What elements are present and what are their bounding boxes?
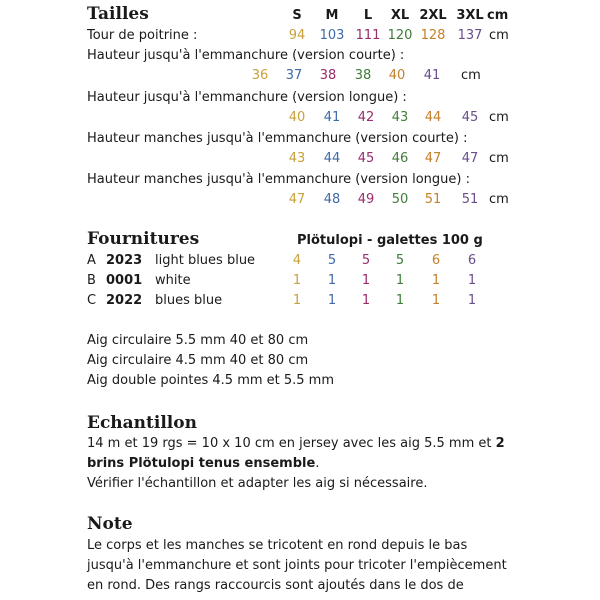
note-heading: Note [87,514,133,534]
measure-value-3xl: 51 [461,192,479,207]
yarn-qty-2xl: 1 [431,273,441,288]
yarn-qty-s: 1 [292,273,302,288]
measure-unit: cm [489,110,509,125]
measure-label: Hauteur jusqu'à l'emmanchure (version longue) : [87,90,407,105]
yarn-code: 2022 [106,293,143,308]
measure-value-m: 103 [319,28,345,43]
yarn-qty-3xl: 1 [467,273,477,288]
needle-line: Aig circulaire 4.5 mm 40 et 80 cm [87,353,309,368]
size-header-3xl: 3XL [456,8,484,23]
yarn-name: blues blue [155,293,223,308]
gauge-text: 14 m et 19 rgs = 10 x 10 cm en jersey avec les aig 5.5 mm et [87,436,496,451]
measure-value-s: 47 [288,192,306,207]
yarn-qty-m: 5 [327,253,337,268]
yarn-qty-2xl: 1 [431,293,441,308]
gauge-line-3: Vérifier l'échantillon et adapter les aig si nécessaire. [87,476,428,491]
yarn-name: white [155,273,191,288]
gauge-line-2 [87,456,319,472]
measure-value-s: 43 [288,151,306,166]
yarn-qty-xl: 1 [395,293,405,308]
measure-label: Hauteur manches jusqu'à l'emmanchure (version courte) : [87,131,468,146]
size-header-2xl: 2XL [419,8,447,23]
yarn-qty-2xl: 6 [431,253,441,268]
echantillon-heading: Echantillon [87,413,197,433]
measure-value-l: 45 [357,151,375,166]
gauge-period: . [315,456,320,471]
measure-value-xl: 38 [354,68,372,83]
yarn-qty-s: 1 [292,293,302,308]
measure-value-m: 48 [323,192,341,207]
yarn-qty-m: 1 [327,293,337,308]
needle-line: Aig double pointes 4.5 mm et 5.5 mm [87,373,335,388]
yarn-name: light blues blue [155,253,256,268]
measure-value-2xl: 128 [420,28,446,43]
note-line: jusqu'à l'emmanchure et sont joints pour tricoter l'empiècement [87,558,507,573]
needle-line: Aig circulaire 5.5 mm 40 et 80 cm [87,333,309,348]
measure-value-2xl: 40 [388,68,406,83]
yarn-code: 0001 [106,273,143,288]
note-line: Le corps et les manches se tricotent en rond depuis le bas [87,538,468,553]
size-header-s: S [292,8,302,23]
measure-unit: cm [461,68,481,83]
tailles-heading: Tailles [87,4,149,24]
size-header-m: M [325,8,339,23]
measure-value-xl: 43 [391,110,409,125]
yarn-letter: A [87,253,96,268]
measure-value-s: 36 [251,68,269,83]
yarn-qty-l: 1 [361,293,371,308]
measure-value-l: 38 [319,68,337,83]
yarn-qty-xl: 1 [395,273,405,288]
measure-unit: cm [489,192,509,207]
gauge-strands-text: brins Plötulopi tenus ensemble [87,456,316,471]
yarn-letter: C [87,293,97,308]
yarn-qty-3xl: 1 [467,293,477,308]
measure-label: Hauteur manches jusqu'à l'emmanchure (version longue) : [87,172,470,187]
measure-value-3xl: 137 [457,28,483,43]
yarn-subheading: Plötulopi - galettes 100 g [297,233,483,248]
measure-value-xl: 120 [387,28,413,43]
size-header-unit: cm [487,8,509,23]
measure-value-2xl: 44 [424,110,442,125]
gauge-line-1 [87,436,505,452]
measure-label: Tour de poitrine : [87,28,198,43]
size-header-xl: XL [390,8,410,23]
yarn-code: 2023 [106,253,143,268]
yarn-qty-xl: 5 [395,253,405,268]
measure-unit: cm [489,151,509,166]
note-line: en rond. Des rangs raccourcis sont ajoutés dans le dos de [87,578,464,593]
yarn-qty-l: 5 [361,253,371,268]
measure-unit: cm [489,28,509,43]
measure-value-l: 49 [357,192,375,207]
measure-value-xl: 50 [391,192,409,207]
size-header-l: L [363,8,373,23]
measure-value-2xl: 47 [424,151,442,166]
measure-value-s: 40 [288,110,306,125]
measure-label: Hauteur jusqu'à l'emmanchure (version courte) : [87,48,405,63]
yarn-qty-m: 1 [327,273,337,288]
measure-value-l: 42 [357,110,375,125]
gauge-strands-count: 2 [495,436,505,451]
yarn-qty-s: 4 [292,253,302,268]
measure-value-xl: 46 [391,151,409,166]
measure-value-3xl: 45 [461,110,479,125]
yarn-qty-l: 1 [361,273,371,288]
measure-value-m: 44 [323,151,341,166]
yarn-letter: B [87,273,96,288]
measure-value-s: 94 [288,28,306,43]
fournitures-heading: Fournitures [87,229,200,249]
measure-value-m: 41 [323,110,341,125]
measure-value-3xl: 47 [461,151,479,166]
measure-value-3xl: 41 [423,68,441,83]
measure-value-m: 37 [285,68,303,83]
yarn-qty-3xl: 6 [467,253,477,268]
measure-value-l: 111 [355,28,381,43]
measure-value-2xl: 51 [424,192,442,207]
